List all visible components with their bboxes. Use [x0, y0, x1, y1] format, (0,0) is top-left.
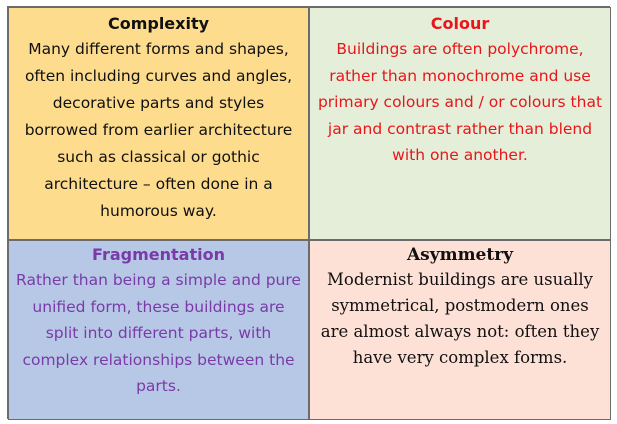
complexity-cell	[8, 7, 309, 240]
asymmetry-cell	[309, 240, 611, 420]
asymmetry-text: Modernist buildings are usually symmetrical, postmodern ones are almost always not: often they have very complex forms.	[320, 270, 600, 367]
fragmentation-text: Rather than being a simple and pure unified form, these buildings are split into different parts, with complex relationships between the parts.	[16, 271, 301, 395]
colour-text: Buildings are often polychrome, rather than monochrome and use primary colours and / or colours that jar and contrast rather than blend with one another.	[317, 40, 603, 164]
fragmentation-cell	[8, 240, 309, 420]
colour-cell	[309, 7, 611, 240]
postmodern-features-table	[7, 6, 610, 419]
complexity-text: Many different forms and shapes, often including curves and angles, decorative parts and styles borrowed from earlier architecture such as classical or gothic architecture – often done in a humorous way.	[24, 40, 293, 220]
asymmetry-heading: Asymmetry	[406, 245, 514, 265]
fragmentation-heading: Fragmentation	[92, 245, 225, 264]
colour-heading: Colour	[430, 14, 490, 33]
complexity-heading: Complexity	[107, 14, 210, 33]
